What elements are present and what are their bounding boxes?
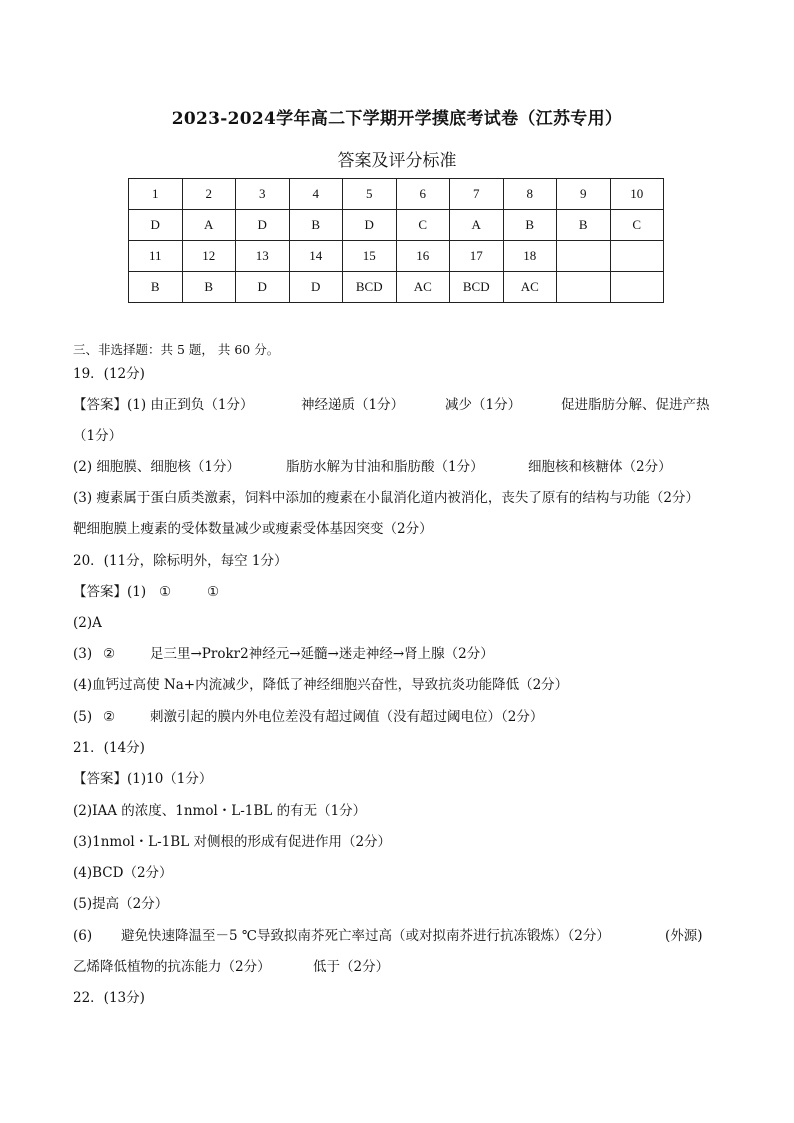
q20-l1-a: 【答案】(1) <box>73 584 147 600</box>
q20-answer-line-1 <box>73 583 220 601</box>
answer-table-cell: 1 <box>129 179 183 210</box>
q20-l5-a: (5) <box>73 709 93 725</box>
q21-l6-b: 避免快速降温至－5 ℃导致拟南芥死亡率过高（或对拟南芥进行抗冻锻炼）（2分） <box>121 928 610 944</box>
q20-l1-b: ① <box>159 584 172 600</box>
answer-table-cell: B <box>503 210 557 241</box>
q20-header: 20．(11分，除标明外，每空 1分） <box>73 553 288 569</box>
q19-l3-b: 脂肪水解为甘油和脂肪酸（1分） <box>286 459 484 475</box>
q20-l3-a: (3) <box>73 646 93 662</box>
answer-table-cell: 14 <box>289 241 343 272</box>
answer-table-cell: 13 <box>236 241 290 272</box>
answer-table-cell: D <box>289 272 343 303</box>
q21-header: 21．(14分) <box>73 740 145 756</box>
q19-l1-a: 【答案】(1) 由正到负（1分） <box>73 397 254 413</box>
answer-table-cell: AC <box>396 272 450 303</box>
q20-answer-line-5 <box>73 708 544 726</box>
answer-table-cell: C <box>396 210 450 241</box>
answer-table-row <box>129 241 664 272</box>
answer-table-cell: BCD <box>450 272 504 303</box>
q22-header: 22．(13分) <box>73 990 145 1006</box>
q19-answer-line-5: 靶细胞膜上瘦素的受体数量减少或瘦素受体基因突变（2分） <box>73 521 433 537</box>
q21-answer-line-3: (3)1nmol・L-1BL 对侧根的形成有促进作用（2分） <box>73 834 392 850</box>
answer-table-cell <box>557 272 611 303</box>
answer-table-cell: 3 <box>236 179 290 210</box>
answer-table-cell: 11 <box>129 241 183 272</box>
answer-table-cell: 5 <box>343 179 397 210</box>
q19-l3-c: 细胞核和核糖体（2分） <box>528 459 672 475</box>
answer-table-row <box>129 210 664 241</box>
answer-table-cell: 6 <box>396 179 450 210</box>
answer-table-cell: B <box>129 272 183 303</box>
answer-table-cell: AC <box>503 272 557 303</box>
q21-l6-c: (外源) <box>665 928 703 944</box>
q20-l5-c: 刺激引起的膜内外电位差没有超过阈值（没有超过阈电位）（2分） <box>150 709 544 725</box>
answer-table-cell: 10 <box>610 179 664 210</box>
q20-l1-c: ① <box>207 584 220 600</box>
answer-table-cell: D <box>129 210 183 241</box>
section-3-heading: 三、非选择题：共 5 题， 共 60 分。 <box>73 342 280 357</box>
q20-answer-line-2: (2)A <box>73 615 102 631</box>
answer-table-cell: 18 <box>503 241 557 272</box>
q21-l7-b: 低于（2分） <box>313 959 390 975</box>
q20-l5-b: ② <box>103 709 116 725</box>
q19-l1-d: 促进脂肪分解、促进产热 <box>561 397 710 413</box>
q21-l6-a: (6) <box>73 928 93 944</box>
answer-table-cell: A <box>450 210 504 241</box>
answer-table-cell <box>610 241 664 272</box>
answer-table <box>128 178 664 303</box>
q21-answer-line-1: 【答案】(1)10（1分） <box>73 771 213 787</box>
q20-answer-line-4: (4)血钙过高使 Na+内流减少，降低了神经细胞兴奋性，导致抗炎功能降低（2分） <box>73 677 569 693</box>
answer-table-cell: 2 <box>182 179 236 210</box>
q19-l3-a: (2) 细胞膜、细胞核（1分） <box>73 459 241 475</box>
answer-table-cell: 17 <box>450 241 504 272</box>
document-subtitle: 答案及评分标准 <box>337 151 457 171</box>
answer-table-cell <box>610 272 664 303</box>
answer-table-cell: 15 <box>343 241 397 272</box>
document-title: 2023-2024学年高二下学期开学摸底考试卷（江苏专用） <box>171 109 623 129</box>
answer-table-cell: B <box>182 272 236 303</box>
q20-l3-c: 足三里→Prokr2神经元→延髓→迷走神经→肾上腺（2分） <box>150 646 494 662</box>
answer-table-cell: A <box>182 210 236 241</box>
q19-answer-line-4: (3) 瘦素属于蛋白质类激素，饲料中添加的瘦素在小鼠消化道内被消化，丧失了原有的结构与功能（2分） <box>73 490 700 506</box>
q21-l7-a: 乙烯降低植物的抗冻能力（2分） <box>73 959 271 975</box>
q19-l1-b: 神经递质（1分） <box>301 397 405 413</box>
answer-table-cell: D <box>236 210 290 241</box>
q19-header: 19．(12分) <box>73 366 145 382</box>
answer-table-cell: 12 <box>182 241 236 272</box>
q21-answer-line-4: (4)BCD（2分） <box>73 865 173 881</box>
q21-answer-line-5: (5)提高（2分） <box>73 896 169 912</box>
answer-table-cell: B <box>289 210 343 241</box>
answer-table-cell: 8 <box>503 179 557 210</box>
q19-answer-line-1 <box>73 396 710 414</box>
q19-answer-line-3 <box>73 458 672 476</box>
answer-table-cell: 9 <box>557 179 611 210</box>
answer-table-cell: 16 <box>396 241 450 272</box>
answer-table-cell: 7 <box>450 179 504 210</box>
q21-answer-line-6 <box>73 927 703 945</box>
answer-table-cell: D <box>343 210 397 241</box>
answer-table-cell: D <box>236 272 290 303</box>
q20-l3-b: ② <box>103 646 116 662</box>
q21-answer-line-7 <box>73 958 390 976</box>
answer-table-cell <box>557 241 611 272</box>
answer-table-row <box>129 179 664 210</box>
answer-table-cell: B <box>557 210 611 241</box>
answer-table-cell: C <box>610 210 664 241</box>
q19-l1-c: 减少（1分） <box>445 397 522 413</box>
q19-answer-line-2: （1分） <box>73 428 123 444</box>
answer-table-cell: BCD <box>343 272 397 303</box>
q20-answer-line-3 <box>73 645 494 663</box>
q21-answer-line-2: (2)IAA 的浓度、1nmol・L-1BL 的有无（1分） <box>73 803 367 819</box>
answer-table-row <box>129 272 664 303</box>
answer-table-cell: 4 <box>289 179 343 210</box>
